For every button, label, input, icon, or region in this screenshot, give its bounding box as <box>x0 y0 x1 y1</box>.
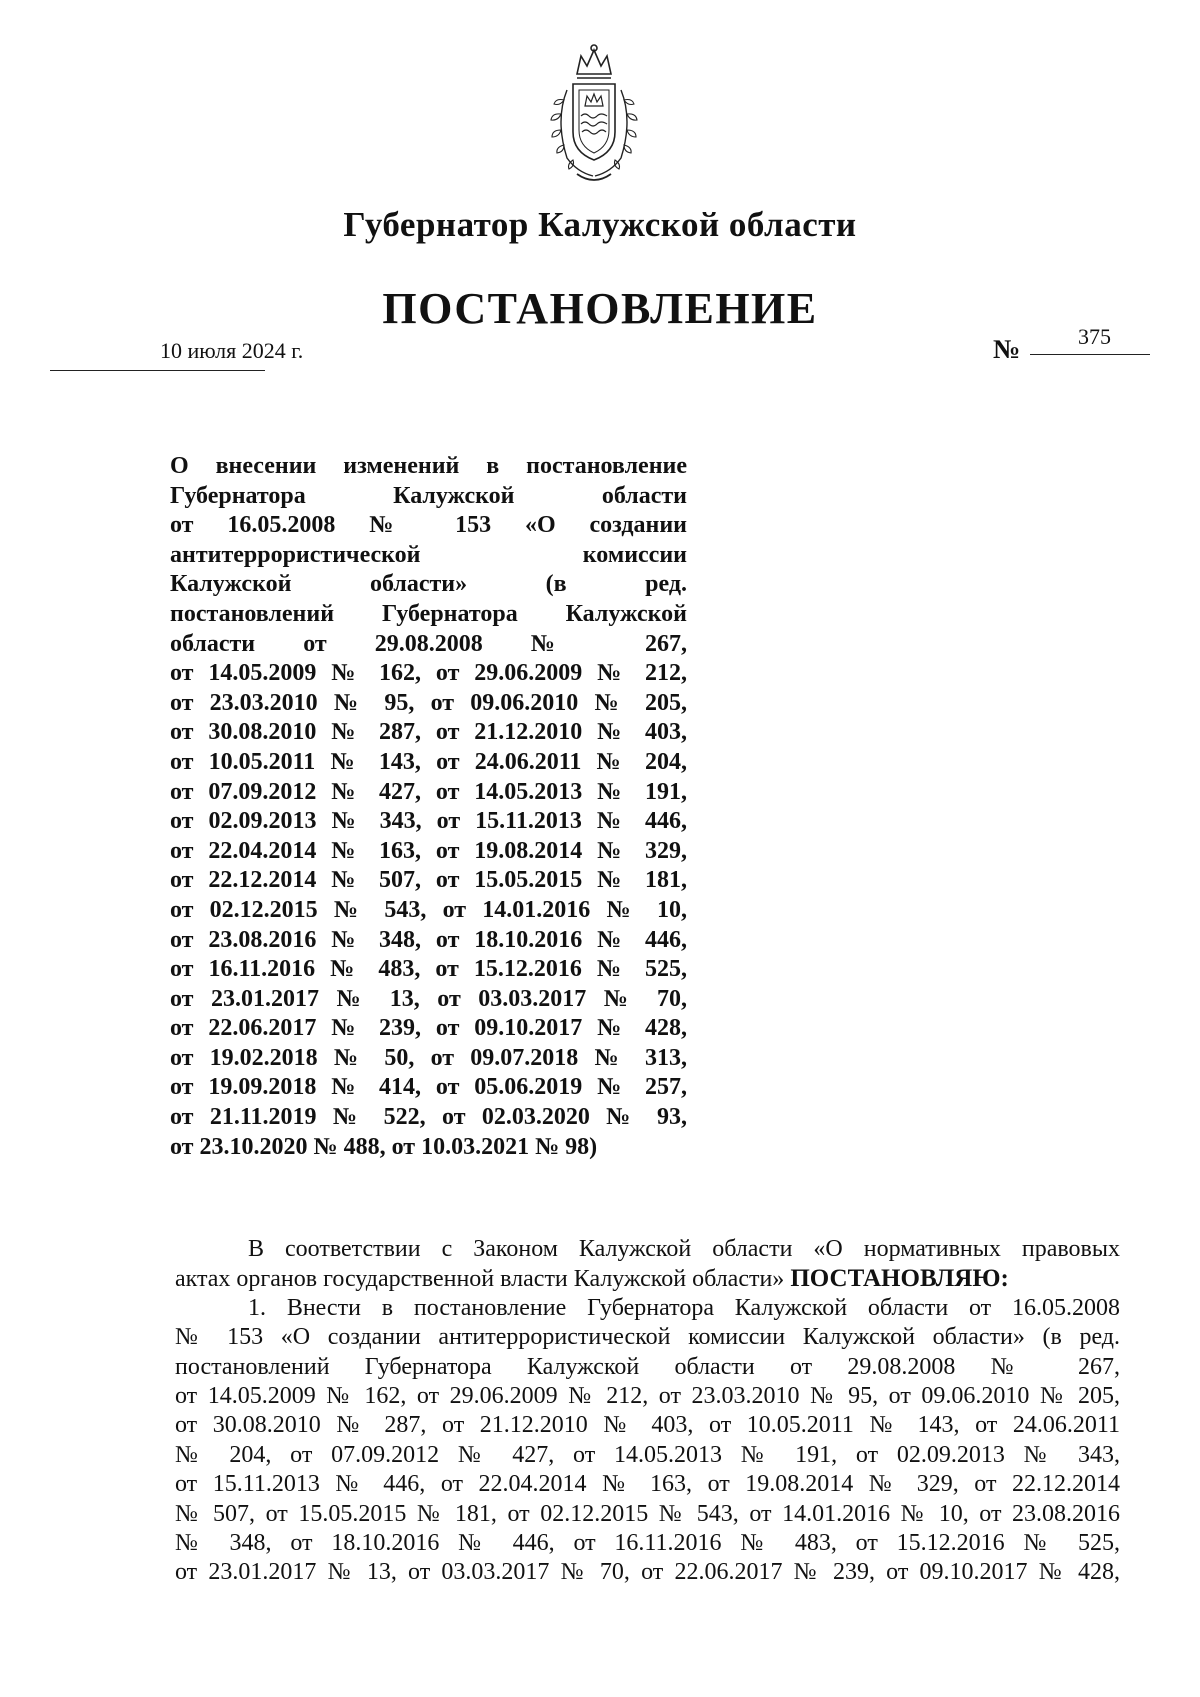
date-underline <box>50 370 265 371</box>
subject-line: от 02.12.2015 № 543, от 14.01.2016 № 10, <box>170 896 687 923</box>
subject-line: от 14.05.2009 № 162, от 29.06.2009 № 212, <box>170 660 687 687</box>
subject-line: Калужской области» (в ред. <box>170 571 687 598</box>
subject-line: от 16.11.2016 № 483, от 15.12.2016 № 525, <box>170 956 687 983</box>
number-sign: № <box>993 334 1021 364</box>
item-1-line: 1. Внести в постановление Губернатора Калужской области от 16.05.2008 <box>248 1294 1120 1321</box>
item-1-line: № 153 «О создании антитеррористической комиссии Калужской области» (в ред. <box>175 1324 1120 1351</box>
subject-line: антитеррористической комиссии <box>170 541 687 568</box>
coat-of-arms-emblem <box>537 40 651 190</box>
item-1-line: от 23.01.2017 № 13, от 03.03.2017 № 70, от 22.06.2017 № 239, от 09.10.2017 № 428, <box>175 1559 1120 1586</box>
item-1-line: № 204, от 07.09.2012 № 427, от 14.05.2013 № 191, от 02.09.2013 № 343, <box>175 1441 1120 1468</box>
issuing-authority: Губернатор Калужской области <box>343 205 857 244</box>
subject-line: от 16.05.2008 № 153 «О создании <box>170 512 687 539</box>
document-body <box>175 1235 1120 1588</box>
subject-heading <box>170 452 687 1162</box>
subject-line: от 19.02.2018 № 50, от 09.07.2018 № 313, <box>170 1044 687 1071</box>
resolve-word: ПОСТАНОВЛЯЮ: <box>790 1265 1009 1293</box>
subject-line: от 02.09.2013 № 343, от 15.11.2013 № 446, <box>170 808 687 835</box>
preamble-line: В соответствии с Законом Калужской области «О нормативных правовых <box>248 1236 1120 1262</box>
number-underline <box>1030 354 1150 355</box>
document-type-title: ПОСТАНОВЛЕНИЕ <box>382 284 818 333</box>
subject-line: от 30.08.2010 № 287, от 21.12.2010 № 403, <box>170 719 687 746</box>
item-1-paragraph <box>175 1294 1120 1588</box>
subject-line: области от 29.08.2008 № 267, <box>170 630 687 657</box>
subject-line: от 22.12.2014 № 507, от 15.05.2015 № 181, <box>170 867 687 894</box>
item-1-line: № 507, от 15.05.2015 № 181, от 02.12.2015 № 543, от 14.01.2016 № 10, от 23.08.2016 <box>175 1500 1120 1527</box>
subject-line: от 22.06.2017 № 239, от 09.10.2017 № 428, <box>170 1015 687 1042</box>
subject-line: О внесении изменений в постановление <box>170 453 687 479</box>
subject-line: от 19.09.2018 № 414, от 05.06.2019 № 257, <box>170 1074 687 1101</box>
preamble-line <box>175 1264 1120 1293</box>
document-number: 375 <box>1078 324 1111 349</box>
item-1-line: от 15.11.2013 № 446, от 22.04.2014 № 163, от 19.08.2014 № 329, от 22.12.2014 <box>175 1471 1120 1498</box>
subject-line: от 07.09.2012 № 427, от 14.05.2013 № 191, <box>170 778 687 805</box>
subject-line: постановлений Губернатора Калужской <box>170 600 687 627</box>
subject-line: от 22.04.2014 № 163, от 19.08.2014 № 329, <box>170 837 687 864</box>
preamble-text: актах органов государственной власти Калужской области» <box>175 1266 785 1293</box>
subject-line: от 23.10.2020 № 488, от 10.03.2021 № 98) <box>170 1133 598 1160</box>
subject-line: от 21.11.2019 № 522, от 02.03.2020 № 93, <box>170 1104 687 1131</box>
item-1-line: № 348, от 18.10.2016 № 446, от 16.11.2016 № 483, от 15.12.2016 № 525, <box>175 1529 1120 1556</box>
subject-line: от 10.05.2011 № 143, от 24.06.2011 № 204, <box>170 748 687 775</box>
document-date: 10 июля 2024 г. <box>160 338 304 363</box>
subject-line: Губернатора Калужской области <box>170 482 687 509</box>
subject-line: от 23.01.2017 № 13, от 03.03.2017 № 70, <box>170 985 687 1012</box>
subject-line: от 23.08.2016 № 348, от 18.10.2016 № 446, <box>170 926 687 953</box>
item-1-line: постановлений Губернатора Калужской области от 29.08.2008 № 267, <box>175 1353 1120 1380</box>
subject-line: от 23.03.2010 № 95, от 09.06.2010 № 205, <box>170 689 687 716</box>
item-1-line: от 14.05.2009 № 162, от 29.06.2009 № 212, от 23.03.2010 № 95, от 09.06.2010 № 205, <box>175 1382 1120 1409</box>
item-1-line: от 30.08.2010 № 287, от 21.12.2010 № 403, от 10.05.2011 № 143, от 24.06.2011 <box>175 1412 1120 1439</box>
